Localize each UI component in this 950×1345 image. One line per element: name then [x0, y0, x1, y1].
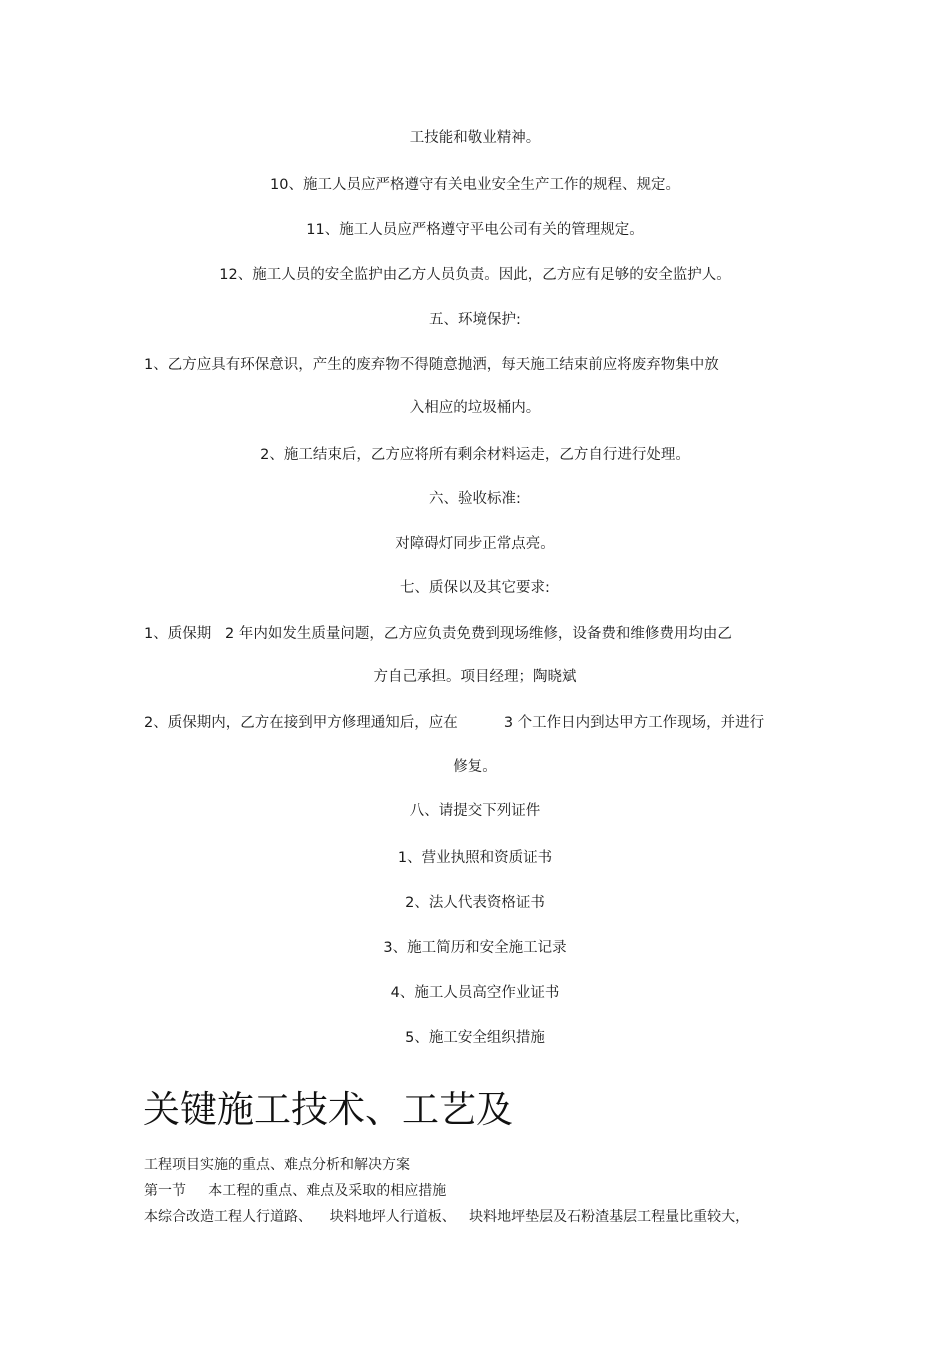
- text-line: 12、施工人员的安全监护由乙方人员负责。因此，乙方应有足够的安全监护人。: [219, 267, 731, 283]
- subtitle-line: 工程项目实施的重点、难点分析和解决方案: [144, 1157, 410, 1173]
- list-item: 1、营业执照和资质证书: [397, 850, 553, 866]
- text-line: 对障碍灯同步正常点亮。: [395, 536, 555, 552]
- text-line: 工技能和敬业精神。: [409, 130, 541, 146]
- text-line: 11、施工人员应严格遵守平电公司有关的管理规定。: [306, 222, 644, 238]
- list-item: 3、施工简历和安全施工记录: [383, 940, 567, 956]
- text-line: 入相应的垃圾桶内。: [409, 400, 541, 416]
- text-line: 2、施工结束后，乙方应将所有剩余材料运走，乙方自行进行处理。: [260, 447, 690, 463]
- page-title: 关键施工技术、工艺及: [143, 1088, 513, 1131]
- text-line: 方自己承担。项目经理；陶晓斌: [373, 669, 577, 685]
- text-line: 2、质保期内，乙方在接到甲方修理通知后，应在 3 个工作日内到达甲方工作现场，并进行: [144, 715, 765, 731]
- text-line: 修复。: [453, 759, 497, 775]
- paragraph-line: 本综合改造工程人行道路、 块料地坪人行道板、 块料地坪垫层及石粉渣基层工程量比重较大，: [144, 1209, 750, 1225]
- section-title: 第一节 本工程的重点、难点及采取的相应措施: [144, 1183, 447, 1199]
- list-item: 4、施工人员高空作业证书: [390, 985, 560, 1001]
- section-heading: 八、请提交下列证件: [409, 803, 541, 819]
- text-line: 10、施工人员应严格遵守有关电业安全生产工作的规程、规定。: [270, 177, 680, 193]
- list-item: 2、法人代表资格证书: [405, 895, 545, 911]
- section-heading: 七、质保以及其它要求:: [400, 580, 550, 596]
- section-heading: 六、验收标准:: [429, 491, 521, 507]
- text-line: 1、质保期 2 年内如发生质量问题，乙方应负责免费到现场维修，设备费和维修费用均由乙: [144, 626, 732, 642]
- list-item: 5、施工安全组织措施: [405, 1030, 545, 1046]
- text-line: 1、乙方应具有环保意识，产生的废弃物不得随意抛洒，每天施工结束前应将废弃物集中放: [144, 357, 719, 373]
- section-heading: 五、环境保护:: [429, 312, 521, 328]
